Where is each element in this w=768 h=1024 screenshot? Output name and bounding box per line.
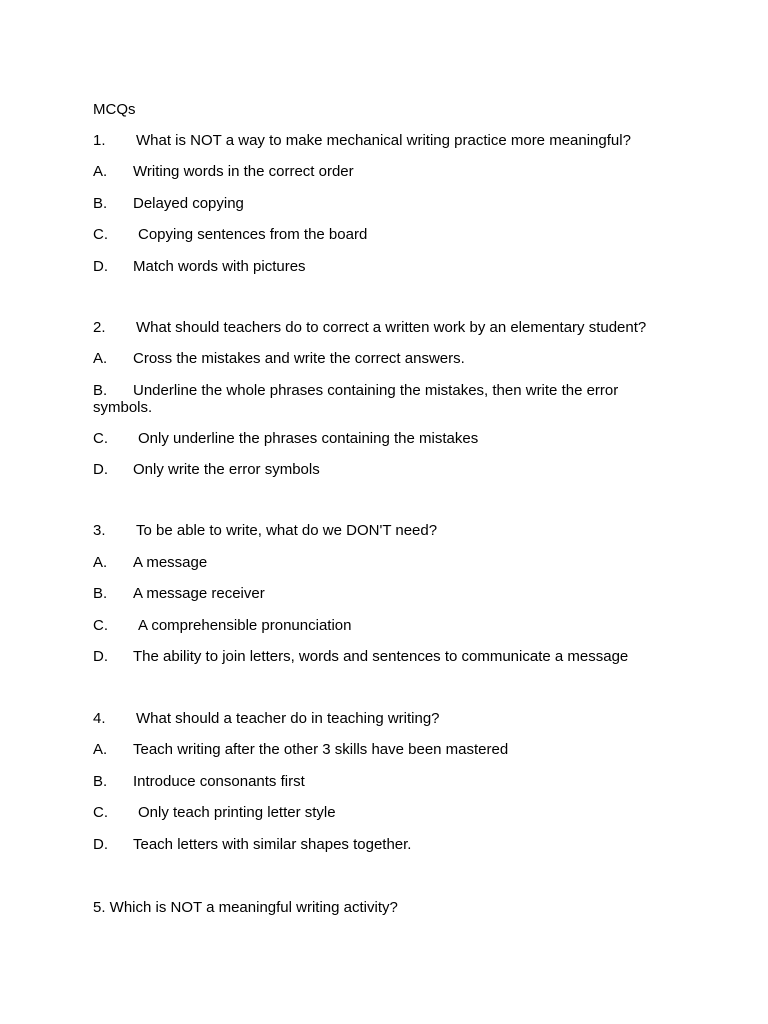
option-text: Introduce consonants first — [133, 773, 305, 790]
option-letter: B. — [93, 382, 108, 399]
option-text: Teach letters with similar shapes together. — [133, 836, 412, 853]
option-letter: B. — [93, 195, 108, 212]
question-text: What should a teacher do in teaching writing? — [136, 710, 440, 727]
option-text: A comprehensible pronunciation — [138, 617, 352, 634]
option-text: Cross the mistakes and write the correct answers. — [133, 350, 465, 367]
option-1c — [93, 226, 367, 244]
option-letter: C. — [93, 430, 108, 447]
question-text: What should teachers do to correct a written work by an elementary student? — [136, 319, 647, 336]
option-letter: B. — [93, 585, 108, 602]
option-text: Writing words in the correct order — [133, 163, 354, 180]
question-text: What is NOT a way to make mechanical writing practice more meaningful? — [136, 132, 631, 149]
option-3b — [93, 585, 265, 603]
question-5: 5. Which is NOT a meaningful writing activity? — [93, 899, 398, 916]
option-2c — [93, 430, 478, 448]
option-letter: A. — [93, 741, 108, 758]
option-1d — [93, 258, 306, 276]
question-number: 3. — [93, 522, 106, 539]
question-1 — [93, 132, 631, 150]
option-4a — [93, 741, 508, 759]
option-text: Only teach printing letter style — [138, 804, 336, 821]
option-3a — [93, 554, 207, 572]
option-text: Copying sentences from the board — [138, 226, 368, 243]
question-2 — [93, 319, 646, 337]
option-letter: C. — [93, 226, 108, 243]
option-text: Only underline the phrases containing the mistakes — [138, 430, 479, 447]
option-3d — [93, 648, 628, 666]
option-letter: D. — [93, 836, 108, 853]
document-heading: MCQs — [93, 101, 136, 118]
option-3c — [93, 617, 351, 635]
option-2a — [93, 350, 465, 368]
option-letter: C. — [93, 804, 108, 821]
option-2b — [93, 382, 673, 416]
option-text: A message — [133, 554, 208, 571]
option-letter: B. — [93, 773, 108, 790]
option-4c — [93, 804, 336, 822]
question-4 — [93, 710, 440, 728]
option-letter: D. — [93, 461, 108, 478]
option-4d — [93, 836, 411, 854]
option-letter: C. — [93, 617, 108, 634]
question-number: 1. — [93, 132, 106, 149]
option-text: Delayed copying — [133, 195, 244, 212]
option-1b — [93, 195, 244, 213]
option-text: Underline the whole phrases containing the mistakes, then write the error symbols. — [93, 382, 619, 416]
question-number: 4. — [93, 710, 106, 727]
option-text: Only write the error symbols — [133, 461, 320, 478]
option-4b — [93, 773, 305, 791]
option-letter: D. — [93, 648, 108, 665]
option-letter: A. — [93, 350, 108, 367]
option-text: A message receiver — [133, 585, 265, 602]
question-3 — [93, 522, 437, 540]
option-text: The ability to join letters, words and sentences to communicate a message — [133, 648, 629, 665]
question-text: To be able to write, what do we DON'T need? — [136, 522, 438, 539]
option-text: Match words with pictures — [133, 258, 306, 275]
question-number: 2. — [93, 319, 106, 336]
option-text: Teach writing after the other 3 skills have been mastered — [133, 741, 509, 758]
option-1a — [93, 163, 354, 181]
option-2d — [93, 461, 320, 479]
option-letter: D. — [93, 258, 108, 275]
option-letter: A. — [93, 554, 108, 571]
option-letter: A. — [93, 163, 108, 180]
